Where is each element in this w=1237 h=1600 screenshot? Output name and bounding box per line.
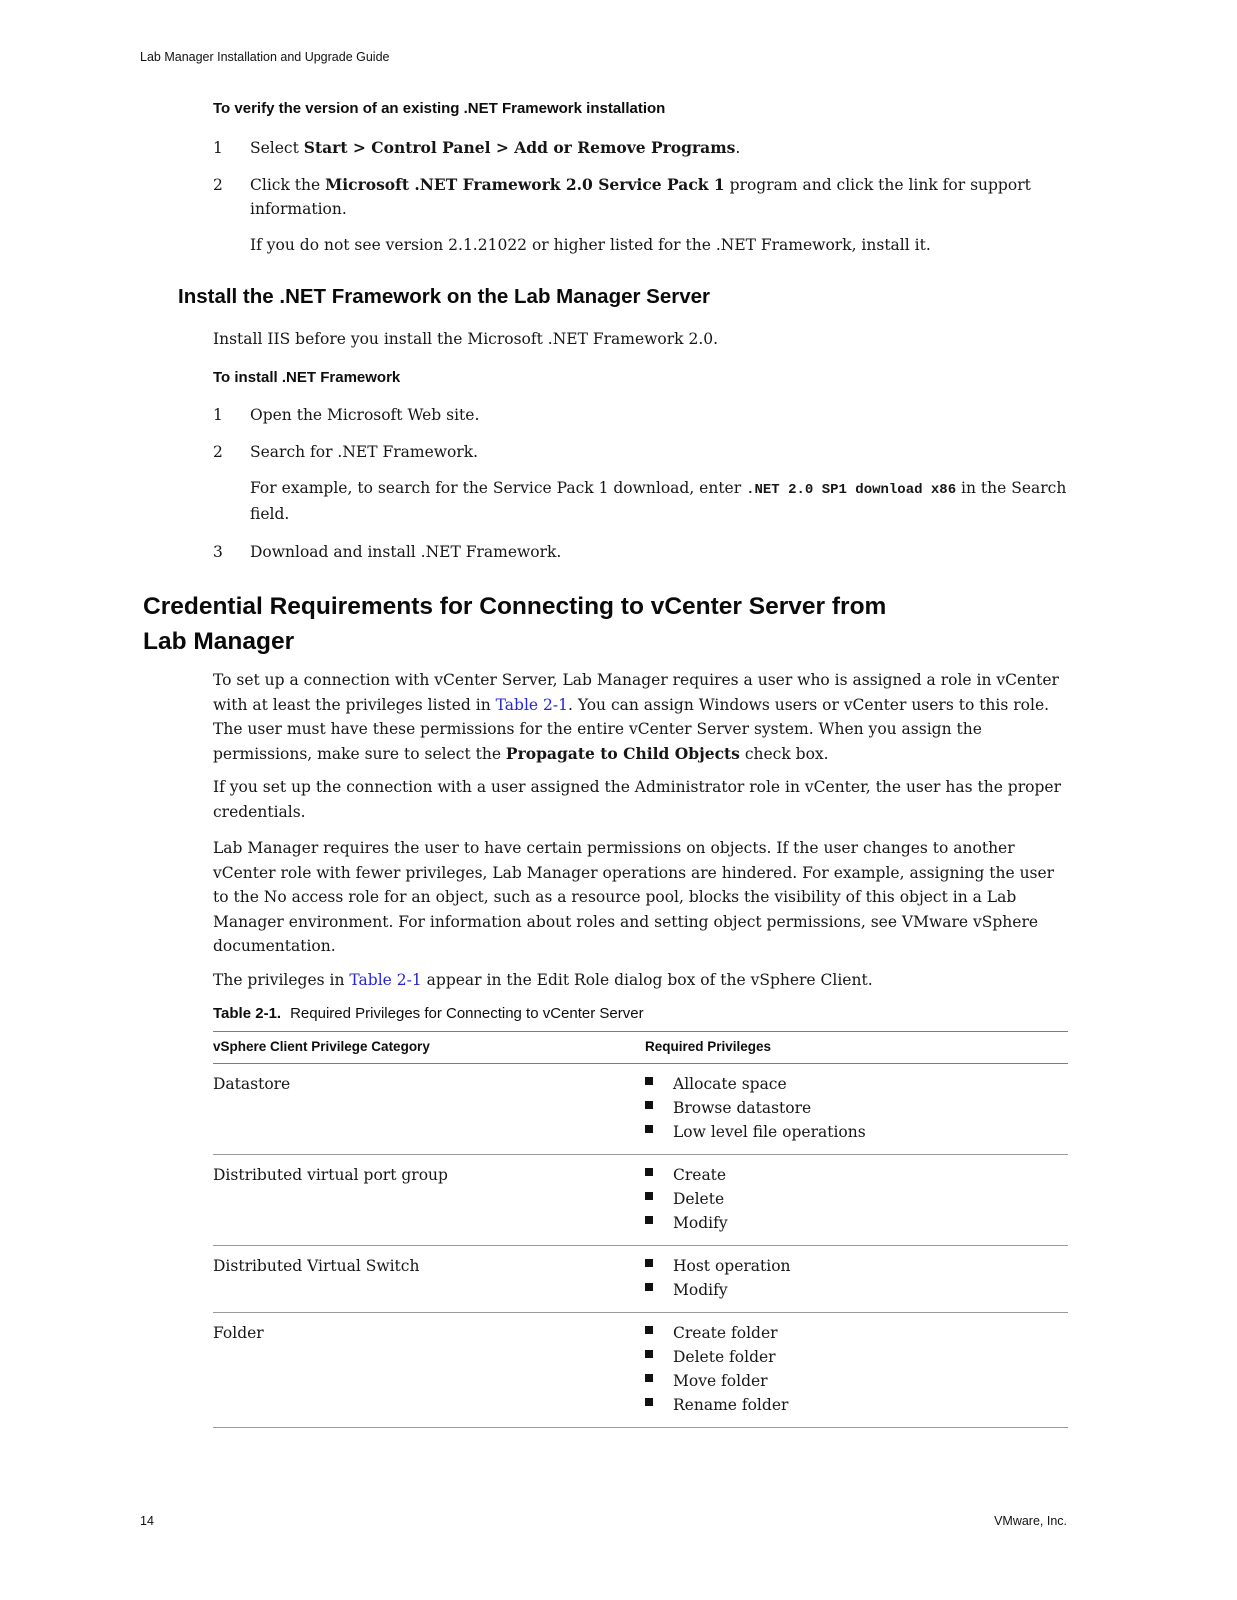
bullet-square-icon xyxy=(645,1168,653,1176)
privilege-label: Browse datastore xyxy=(673,1099,812,1117)
text-run: . xyxy=(735,139,741,157)
privilege-item xyxy=(645,1096,1068,1120)
text-run: . You can assign Windows users or vCenter users to this role. The user must have these permissions for the entire vCenter Server system. When you assign the permissions, make sure to select the xyxy=(213,695,1050,763)
list-item xyxy=(213,173,1068,222)
privilege-item xyxy=(645,1278,1068,1302)
privilege-label: Low level file operations xyxy=(673,1123,866,1141)
procedure-heading-install: To install .NET Framework xyxy=(213,368,401,386)
privilege-label: Delete folder xyxy=(673,1348,776,1366)
step-note: If you do not see version 2.1.21022 or higher listed for the .NET Framework, install it. xyxy=(250,235,931,254)
bullet-square-icon xyxy=(645,1077,653,1085)
step-number: 2 xyxy=(213,175,223,194)
table-2-1-link[interactable]: Table 2-1 xyxy=(495,695,568,714)
table-row xyxy=(213,1064,1068,1155)
list-item xyxy=(213,540,1068,565)
step-text xyxy=(250,136,1068,161)
bold-run: Start > Control Panel > Add or Remove Programs xyxy=(303,138,736,157)
privilege-item xyxy=(645,1345,1068,1369)
bullet-square-icon xyxy=(645,1350,653,1358)
bullet-square-icon xyxy=(645,1192,653,1200)
list-item xyxy=(213,136,1068,161)
bullet-square-icon xyxy=(645,1374,653,1382)
running-header: Lab Manager Installation and Upgrade Guide xyxy=(140,50,390,64)
paragraph: Lab Manager requires the user to have certain permissions on objects. If the user changes to another vCenter role with fewer privileges, Lab Manager operations are hindered. For example, assigning the user to the No access role for an object, such as a resource pool, blocks the visibility of this object in a Lab Manager environment. For information about roles and setting object permissions, see VMware vSphere documentation. xyxy=(213,839,1055,955)
privilege-label: Modify xyxy=(673,1281,728,1299)
privilege-label: Host operation xyxy=(673,1257,791,1275)
bullet-square-icon xyxy=(645,1125,653,1133)
privilege-item xyxy=(645,1369,1068,1393)
bullet-square-icon xyxy=(645,1398,653,1406)
privileges-table xyxy=(213,1031,1068,1428)
text-run: For example, to search for the Service Pack 1 download, enter xyxy=(250,478,747,497)
step-text: Open the Microsoft Web site. xyxy=(250,405,480,424)
heading-line: Lab Manager xyxy=(143,628,295,655)
step-number: 1 xyxy=(213,139,223,157)
privilege-label: Delete xyxy=(673,1190,725,1208)
paragraph: If you set up the connection with a user assigned the Administrator role in vCenter, the user has the proper credentials. xyxy=(213,778,1061,821)
text-run: Select xyxy=(250,139,304,157)
privilege-item xyxy=(645,1072,1068,1096)
text-run: Click the xyxy=(250,175,326,194)
footer-page-number: 14 xyxy=(140,1514,154,1528)
procedure-heading-verify: To verify the version of an existing .NET Framework installation xyxy=(213,100,666,117)
privilege-label: Move folder xyxy=(673,1372,768,1390)
step-number: 1 xyxy=(213,405,223,424)
text-run: check box. xyxy=(739,744,829,763)
privileges-cell xyxy=(645,1313,1068,1427)
privilege-item xyxy=(645,1163,1068,1187)
paragraph xyxy=(213,668,1068,766)
category-cell: Datastore xyxy=(213,1075,291,1093)
bullet-square-icon xyxy=(645,1326,653,1334)
list-item xyxy=(213,403,1068,428)
column-header-category: vSphere Client Privilege Category xyxy=(213,1039,430,1054)
table-caption-label: Table 2-1. xyxy=(213,1005,282,1022)
bullet-square-icon xyxy=(645,1259,653,1267)
table-caption xyxy=(213,1004,1237,1023)
table-caption-text: Required Privileges for Connecting to vCenter Server xyxy=(290,1005,644,1022)
text-run: To set up a connection with vCenter Server, Lab Manager requires a user who is assigned a role in vCenter with at least the privileges listed in xyxy=(213,671,1059,714)
bold-run: Microsoft .NET Framework 2.0 Service Pack 1 xyxy=(325,174,725,194)
privilege-item xyxy=(645,1211,1068,1235)
step-text: Download and install .NET Framework. xyxy=(250,542,562,561)
step-number: 2 xyxy=(213,443,223,461)
privileges-cell xyxy=(645,1064,1068,1154)
paragraph xyxy=(213,968,1068,993)
table-row xyxy=(213,1155,1068,1246)
privilege-label: Allocate space xyxy=(673,1075,787,1093)
bullet-square-icon xyxy=(645,1216,653,1224)
table-row xyxy=(213,1313,1068,1428)
step-text xyxy=(250,173,1068,222)
text-run: The privileges in xyxy=(213,970,350,989)
bullet-square-icon xyxy=(645,1283,653,1291)
section-intro: Install IIS before you install the Microsoft .NET Framework 2.0. xyxy=(213,330,719,348)
text-run: appear in the Edit Role dialog box of the vSphere Client. xyxy=(421,970,873,989)
code-run: .NET 2.0 SP1 download x86 xyxy=(746,481,957,498)
table-header-row xyxy=(213,1031,1068,1064)
footer-company: VMware, Inc. xyxy=(994,1514,1067,1528)
bullet-square-icon xyxy=(645,1101,653,1109)
step-text: Search for .NET Framework. xyxy=(250,443,479,461)
category-cell: Distributed virtual port group xyxy=(213,1166,448,1184)
list-item xyxy=(213,440,1068,465)
privilege-item xyxy=(645,1393,1068,1417)
bold-run: Propagate to Child Objects xyxy=(505,743,740,763)
privilege-item xyxy=(645,1321,1068,1345)
text-run: in the Search field. xyxy=(250,478,1067,523)
privilege-label: Create folder xyxy=(673,1324,778,1342)
privilege-label: Rename folder xyxy=(673,1396,789,1414)
section-heading-install-net: Install the .NET Framework on the Lab Manager Server xyxy=(178,285,710,308)
privilege-item xyxy=(645,1254,1068,1278)
section-heading-credential-requirements xyxy=(143,589,1237,659)
heading-line: Credential Requirements for Connecting to vCenter Server from xyxy=(143,593,887,620)
table-row xyxy=(213,1246,1068,1313)
privilege-label: Modify xyxy=(673,1214,728,1232)
text-run: program and click the link for support information. xyxy=(250,175,1031,218)
privilege-item xyxy=(645,1120,1068,1144)
page-footer xyxy=(140,1514,1067,1528)
privileges-cell xyxy=(645,1155,1068,1245)
step-number: 3 xyxy=(213,542,223,561)
step-note xyxy=(250,476,1072,527)
privilege-label: Create xyxy=(673,1166,727,1184)
privileges-cell xyxy=(645,1246,1068,1312)
column-header-privileges: Required Privileges xyxy=(645,1039,772,1054)
table-2-1-link[interactable]: Table 2-1 xyxy=(349,970,422,989)
category-cell: Folder xyxy=(213,1324,264,1342)
category-cell: Distributed Virtual Switch xyxy=(213,1257,420,1275)
privilege-item xyxy=(645,1187,1068,1211)
